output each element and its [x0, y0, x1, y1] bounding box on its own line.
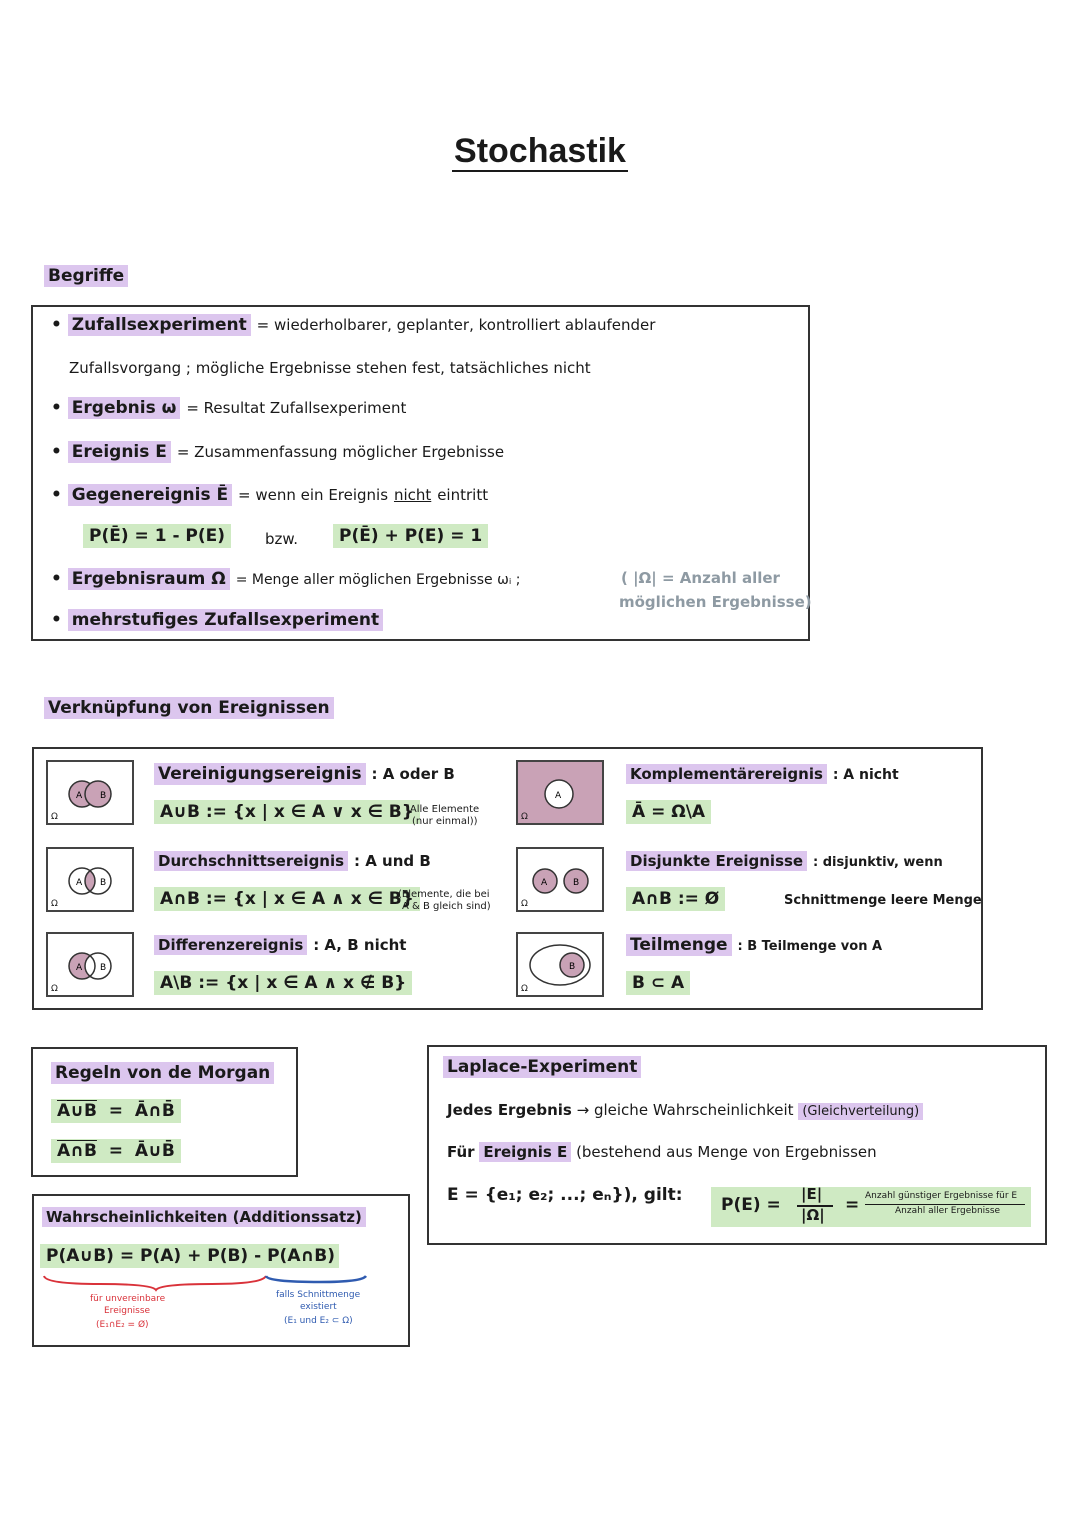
venn-union-circle-b	[85, 781, 111, 807]
svg-text:B: B	[573, 878, 580, 888]
ergebnisraum-line: • Ergebnisraum Ω = Menge aller möglichen Ergebnisse ωᵢ ;	[51, 569, 521, 589]
laplace-formula: P(E) = |E| |Ω| = Anzahl günstiger Ergebnisse für E Anzahl aller Ergebnisse	[711, 1187, 1031, 1227]
teilmenge-label: Teilmenge : B Teilmenge von A	[626, 935, 882, 955]
gegenereignis-formula1: P(Ē) = 1 - P(E)	[83, 526, 231, 546]
laplace-line1: Jedes Ergebnis → gleiche Wahrscheinlichkeit (Gleichverteilung)	[447, 1101, 923, 1119]
differenz-formula: A\B := {x | x ∈ A ∧ x ∉ B}	[154, 973, 412, 993]
gegenereignis-formula2: P(Ē) + P(E) = 1	[333, 526, 488, 546]
zufallsexperiment-line: • Zufallsexperiment = wiederholbarer, geplanter, kontrolliert ablaufender	[51, 315, 656, 335]
differenz-label: Differenzereignis : A, B nicht	[154, 935, 406, 955]
laplace-line3: E = {e₁; e₂; ...; eₙ}), gilt:	[447, 1185, 683, 1205]
laplace-box	[427, 1045, 1047, 1245]
zufallsexperiment-term: Zufallsexperiment	[68, 314, 251, 336]
mehrstufig-line: • mehrstufiges Zufallsexperiment	[51, 610, 383, 630]
ergebnisraum-note: ( |Ω| = Anzahl aller	[621, 569, 780, 587]
note-red1: für unvereinbare	[90, 1294, 166, 1304]
wahrscheinlichkeiten-heading: Wahrscheinlichkeiten (Additionssatz)	[42, 1208, 366, 1226]
vereinigung-note1: (Alle Elemente	[406, 804, 480, 815]
venn-union-label-b: B	[100, 791, 107, 801]
disjunkt-label: Disjunkte Ereignisse : disjunktiv, wenn	[626, 851, 943, 871]
laplace-heading: Laplace-Experiment	[443, 1057, 641, 1077]
laplace-den: |Ω|	[801, 1206, 825, 1224]
note-red3: (E₁∩E₂ = Ø)	[96, 1320, 149, 1330]
teilmenge-formula: B ⊂ A	[626, 973, 690, 993]
laplace-line2: Für Ereignis E (bestehend aus Menge von Ergebnissen	[447, 1143, 877, 1161]
laplace-frac-den: Anzahl aller Ergebnisse	[895, 1206, 1001, 1216]
venn-intersection: A B Ω	[46, 847, 134, 912]
komplement-formula: Ā = Ω\A	[626, 802, 711, 822]
ereignis-line: • Ereignis E = Zusammenfassung möglicher Ergebnisse	[51, 442, 505, 462]
venn-union	[46, 760, 134, 825]
ergebnis-line: • Ergebnis ω = Resultat Zufallsexperiment	[51, 398, 407, 418]
svg-text:B: B	[100, 878, 107, 888]
formula-braces	[40, 1272, 400, 1292]
verknuepfung-box	[32, 747, 983, 1010]
vereinigung-formula: A∪B := {x | x ∈ A ∨ x ∈ B}	[154, 802, 420, 822]
venn-difference: A B Ω	[46, 932, 134, 997]
durchschnitt-note2: A & B gleich sind)	[402, 901, 491, 912]
morgan-box	[31, 1047, 298, 1177]
zufallsexperiment-def: Zufallsvorgang ; mögliche Ergebnisse stehen fest, tatsächliches nicht	[69, 359, 591, 377]
disjunkt-note: Schnittmenge leere Menge	[784, 893, 982, 908]
disjunkt-formula: A∩B := Ø	[626, 889, 725, 909]
vereinigung-label: Vereinigungsereignis : A oder B	[154, 764, 455, 784]
morgan-heading: Regeln von de Morgan	[51, 1063, 274, 1083]
begriffe-box	[31, 305, 810, 641]
blue-brace	[266, 1276, 366, 1282]
komplement-label: Komplementärereignis : A nicht	[626, 764, 899, 784]
note-red2: Ereignisse	[104, 1306, 151, 1316]
durchschnitt-note1: (Elemente, die bei	[398, 889, 490, 900]
vereinigung-note2: (nur einmal))	[412, 816, 478, 827]
ergebnisraum-note2: möglichen Ergebnisse)	[619, 593, 812, 611]
page-title: Stochastik	[454, 132, 626, 170]
durchschnitt-label: Durchschnittsereignis : A und B	[154, 851, 431, 871]
omega-label: Ω	[51, 812, 58, 822]
svg-text:B: B	[100, 963, 107, 973]
svg-text:A: A	[541, 878, 548, 888]
additionssatz-formula: P(A∪B) = P(A) + P(B) - P(A∩B)	[40, 1246, 339, 1266]
venn-union-svg	[48, 762, 132, 823]
gegenereignis-line: • Gegenereignis Ē = wenn ein Ereignis nicht eintritt	[51, 485, 489, 505]
svg-text:A: A	[76, 963, 83, 973]
laplace-num: |E|	[801, 1185, 823, 1203]
svg-text:A: A	[555, 791, 562, 801]
venn-subset: B Ω	[516, 932, 604, 997]
venn-union-label-a: A	[76, 791, 83, 801]
svg-text:A: A	[76, 878, 83, 888]
venn-complement: A Ω	[516, 760, 604, 825]
note-blue3: (E₁ und E₂ ⊂ Ω)	[284, 1316, 353, 1326]
morgan-rule2: A∩B = Ā∪B̄	[51, 1141, 181, 1161]
bzw-text: bzw.	[265, 530, 299, 548]
red-brace	[44, 1276, 266, 1290]
svg-text:B: B	[569, 962, 576, 972]
verknuepfung-heading: Verknüpfung von Ereignissen	[44, 698, 334, 718]
wahrscheinlichkeiten-box	[32, 1194, 410, 1347]
note-blue2: existiert	[300, 1302, 337, 1312]
laplace-frac-num: Anzahl günstiger Ergebnisse für E	[865, 1191, 1018, 1201]
note-blue1: falls Schnittmenge	[276, 1290, 361, 1300]
durchschnitt-formula: A∩B := {x | x ∈ A ∧ x ∈ B}	[154, 889, 420, 909]
begriffe-heading: Begriffe	[44, 266, 128, 286]
morgan-rule1: A∪B = Ā∩B̄	[51, 1101, 181, 1121]
venn-disjoint: A B Ω	[516, 847, 604, 912]
